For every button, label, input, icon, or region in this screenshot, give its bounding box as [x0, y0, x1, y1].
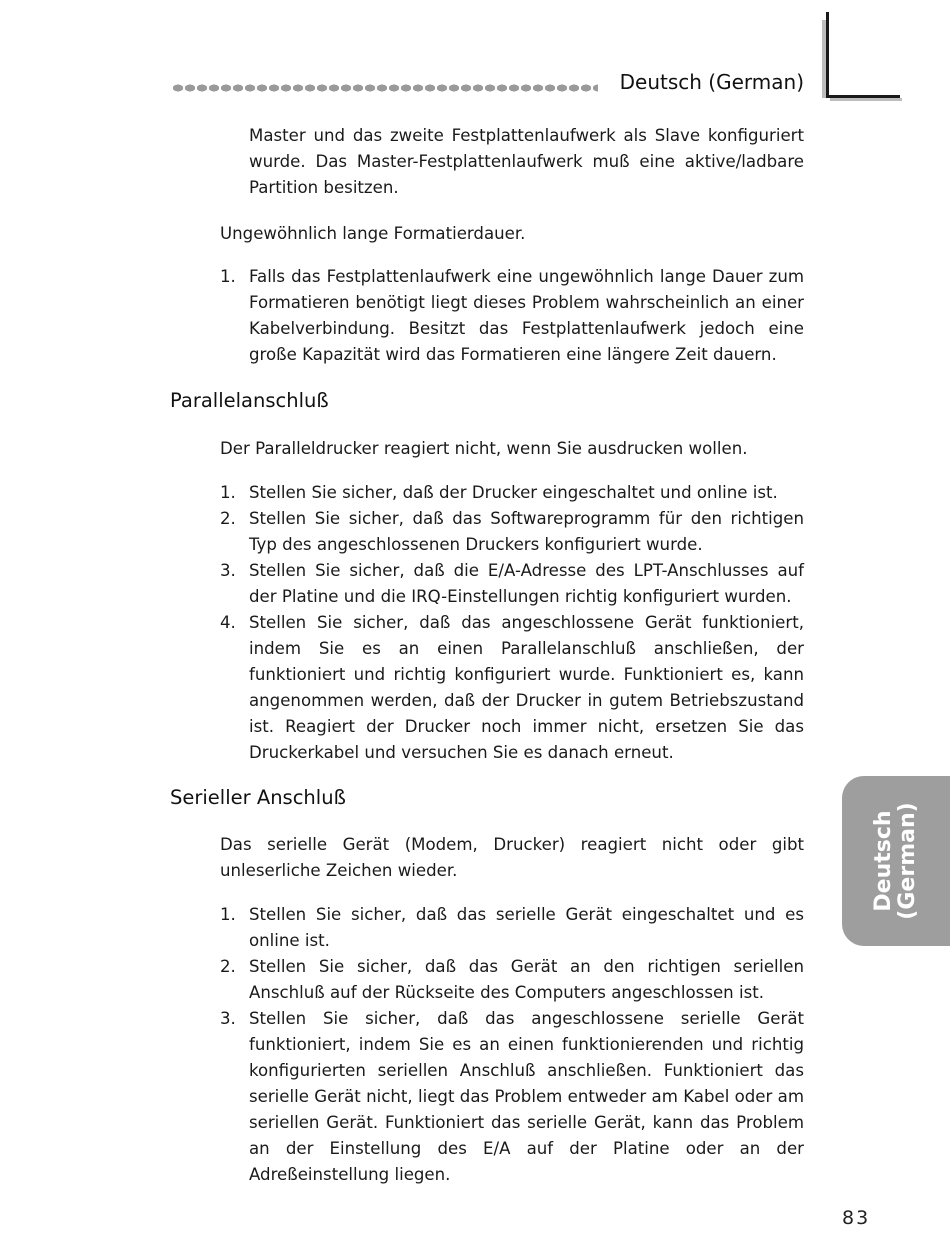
list-item-text: Stellen Sie sicher, daß die E/A-Adresse des LPT-Anschlusses auf der Platine und die IRQ-Einstellungen richtig konfiguriert wurden. — [249, 561, 804, 606]
corner-mark — [826, 12, 829, 98]
list-item — [220, 954, 804, 1006]
list-item-number: 4. — [220, 613, 236, 632]
list-item-number: 3. — [220, 561, 236, 580]
parallel-heading: Der Paralleldrucker reagiert nicht, wenn Sie ausdrucken wollen. — [220, 439, 748, 458]
list-item-text: Stellen Sie sicher, daß das Gerät an den richtigen seriellen Anschluß auf der Rückseite des Computers angeschlossen ist. — [249, 957, 804, 1002]
list-item-number: 3. — [220, 1009, 236, 1028]
list-item-text: Stellen Sie sicher, daß das angeschlossene serielle Gerät funktioniert, indem Sie es an einen funktionierenden und richtig konfigurierten seriellen Anschluß anschließen. Funktioniert das serielle Gerät nicht, liegt das Problem entweder am Kabel oder am seriellen Gerät. Funktioniert das serielle Gerät, kann das Problem an der Einstellung des E/A auf der Platine oder an der Adreßeinstellung liegen. — [249, 1009, 804, 1184]
list-item — [220, 264, 804, 368]
list-item-text: Stellen Sie sicher, daß das Softwareprogramm für den richtigen Typ des angeschlossenen Druckers konfiguriert wurde. — [249, 509, 804, 554]
corner-mark — [826, 95, 900, 98]
list-item-number: 1. — [220, 905, 236, 924]
list-item-number: 2. — [220, 509, 236, 528]
list-item-text: Stellen Sie sicher, daß das serielle Gerät eingeschaltet und es online ist. — [249, 905, 804, 950]
list-item-number: 1. — [220, 483, 236, 502]
list-item — [220, 480, 804, 506]
header-dot-rule — [172, 84, 598, 92]
parallel-list — [220, 480, 804, 766]
format-list — [220, 264, 804, 368]
intro-paragraph: Master und das zweite Festplattenlaufwerk als Slave konfiguriert wurde. Das Master-Festplattenlaufwerk muß eine aktive/ladbare Partition besitzen. — [249, 126, 804, 197]
format-heading: Ungewöhnlich lange Formatierdauer. — [220, 224, 526, 243]
list-item — [220, 902, 804, 954]
list-item — [220, 506, 804, 558]
list-item — [220, 1006, 804, 1188]
running-title: Deutsch (German) — [619, 70, 804, 94]
language-side-tab — [842, 776, 950, 946]
list-item — [220, 558, 804, 610]
list-item-number: 2. — [220, 957, 236, 976]
list-item-number: 1. — [220, 267, 236, 286]
side-tab-label: Deutsch (German) — [871, 802, 920, 920]
serial-section-title: Serieller Anschluß — [170, 786, 346, 809]
serial-list — [220, 902, 804, 1188]
parallel-section-title: Parallelanschluß — [170, 389, 329, 412]
list-item — [220, 610, 804, 766]
serial-heading: Das serielle Gerät (Modem, Drucker) reagiert nicht oder gibt unleserliche Zeichen wieder. — [220, 835, 804, 880]
page-number: 83 — [842, 1207, 871, 1229]
list-item-text: Stellen Sie sicher, daß das angeschlossene Gerät funktioniert, indem Sie es an einen Parallelanschluß anschließen, der funktioniert und richtig konfiguriert wurde. Funktioniert es, kann angenommen werden, daß der Drucker in gutem Betriebszustand ist. Reagiert der Drucker noch immer nicht, ersetzen Sie das Druckerkabel und versuchen Sie es danach erneut. — [249, 613, 804, 762]
list-item-text: Falls das Festplattenlaufwerk eine ungewöhnlich lange Dauer zum Formatieren benötigt liegt dieses Problem wahrscheinlich an einer Kabelverbindung. Besitzt das Festplattenlaufwerk jedoch eine große Kapazität wird das Formatieren eine längere Zeit dauern. — [249, 267, 804, 364]
list-item-text: Stellen Sie sicher, daß der Drucker eingeschaltet und online ist. — [249, 483, 778, 502]
corner-mark-shadow — [830, 98, 902, 101]
